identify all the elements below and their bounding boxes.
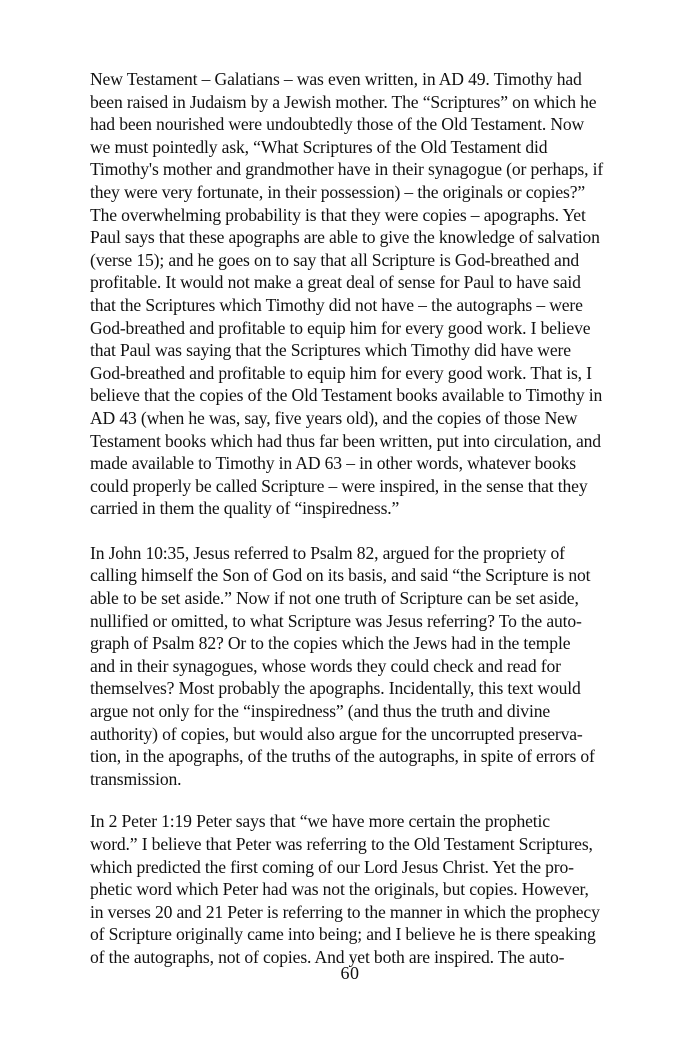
text-line: that Paul was saying that the Scriptures which Timothy did have were (90, 340, 571, 361)
paragraph-timothy-scriptures (90, 68, 650, 520)
text-line: they were very fortunate, in their possession) – the originals or copies?” (90, 181, 586, 202)
text-line: transmission. (90, 768, 182, 789)
text-line: had been nourished were undoubtedly those of the Old Testament. Now (90, 114, 585, 135)
text-line: phetic word which Peter had was not the originals, but copies. However, (90, 879, 589, 900)
text-line: calling himself the Son of God on its basis, and said “the Scripture is not (90, 565, 591, 586)
text-line: that the Scriptures which Timothy did not have – the autographs – were (90, 294, 583, 315)
text-line: in verses 20 and 21 Peter is referring to the manner in which the prophecy (90, 901, 600, 922)
text-line: God-breathed and profitable to equip him for every good work. I believe (90, 317, 591, 338)
text-line: graph of Psalm 82? Or to the copies which the Jews had in the temple (90, 633, 571, 654)
text-line: made available to Timothy in AD 63 – in other words, whatever books (90, 453, 576, 474)
paragraph-2-peter-1-19 (90, 810, 650, 968)
text-line: In 2 Peter 1:19 Peter says that “we have more certain the prophetic (90, 811, 550, 832)
text-line: we must pointedly ask, “What Scriptures of the Old Testament did (90, 136, 548, 157)
text-line: New Testament – Galatians – was even written, in AD 49. Timothy had (90, 69, 582, 89)
text-line: been raised in Judaism by a Jewish mother. The “Scriptures” on which he (90, 91, 597, 112)
text-line: Paul says that these apographs are able to give the knowledge of salvation (90, 227, 600, 248)
text-line: and in their synagogues, whose words they could check and read for (90, 655, 561, 676)
text-line: (verse 15); and he goes on to say that all Scripture is God-breathed and (90, 249, 580, 270)
text-line: nullified or omitted, to what Scripture was Jesus referring? To the auto- (90, 610, 582, 631)
text-line: able to be set aside.” Now if not one truth of Scripture can be set aside, (90, 588, 579, 609)
text-line: authority) of copies, but would also argue for the uncorrupted preserva- (90, 723, 583, 744)
text-line: word.” I believe that Peter was referring to the Old Testament Scriptures, (90, 834, 593, 854)
body-text (90, 68, 650, 969)
paragraph-john-10-35 (90, 542, 650, 791)
text-line: which predicted the first coming of our Lord Jesus Christ. Yet the pro- (90, 856, 574, 877)
text-line: argue not only for the “inspiredness” (and thus the truth and divine (90, 701, 550, 722)
text-line: could properly be called Scripture – were inspired, in the sense that they (90, 475, 588, 496)
paragraph-spacer (90, 520, 650, 542)
text-line: believe that the copies of the Old Testament books available to Timothy in (90, 385, 603, 406)
text-line: Timothy's mother and grandmother have in their synagogue (or perhaps, if (90, 159, 604, 180)
text-line: God-breathed and profitable to equip him for every good work. That is, I (90, 362, 592, 383)
text-line: profitable. It would not make a great deal of sense for Paul to have said (90, 272, 581, 293)
text-line: In John 10:35, Jesus referred to Psalm 82, argued for the propriety of (90, 542, 565, 563)
text-line: carried in them the quality of “inspiredness.” (90, 498, 400, 519)
paragraph-spacer (90, 790, 650, 810)
page-number: 60 (340, 963, 360, 983)
text-line: tion, in the apographs, of the truths of the autographs, in spite of errors of (90, 746, 595, 767)
text-line: of the autographs, not of copies. And yet both are inspired. The auto- (90, 946, 565, 967)
text-line: Testament books which had thus far been written, put into circulation, and (90, 430, 601, 451)
text-line: The overwhelming probability is that they were copies – apographs. Yet (90, 204, 586, 225)
text-line: of Scripture originally came into being; and I believe he is there speaking (90, 924, 596, 945)
text-line: AD 43 (when he was, say, five years old), and the copies of those New (90, 407, 578, 428)
text-line: themselves? Most probably the apographs. Incidentally, this text would (90, 678, 581, 699)
